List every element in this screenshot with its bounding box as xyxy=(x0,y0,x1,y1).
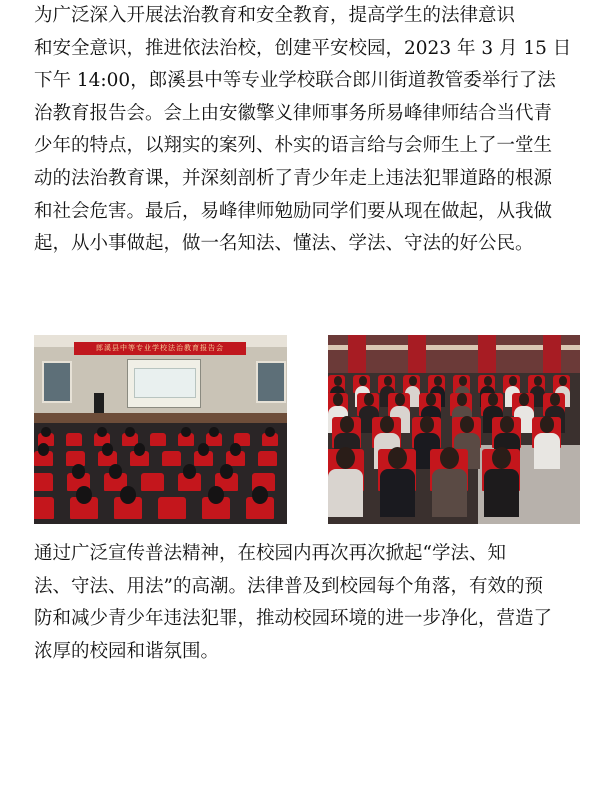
curtain xyxy=(348,335,366,373)
paragraph-line: 浓厚的校园和谐氛围。 xyxy=(34,640,220,662)
student-head xyxy=(230,443,241,455)
curtain xyxy=(478,335,496,373)
paragraph-line: 通过广泛宣传普法精神，在校园内再次再次掀起“学法、知 xyxy=(34,543,506,564)
hall-window xyxy=(42,361,72,403)
student-head xyxy=(559,376,567,386)
seat xyxy=(162,451,181,466)
article-paragraph-1 xyxy=(34,0,594,261)
student-head xyxy=(459,376,467,386)
student-head xyxy=(359,376,367,386)
paragraph-line: 下午 14:00，郎溪县中等专业学校联合郎川街道教管委举行了法 xyxy=(34,70,556,92)
student-head xyxy=(72,464,86,479)
student-head xyxy=(183,464,197,479)
student-head xyxy=(102,443,113,455)
student-head xyxy=(333,393,344,406)
student-body xyxy=(432,469,467,517)
student-head xyxy=(434,376,442,386)
student-head xyxy=(134,443,145,455)
seat xyxy=(150,433,166,446)
student-head xyxy=(220,464,234,479)
event-banner: 郎溪县中等专业学校法治教育报告会 xyxy=(74,342,246,355)
article-paragraph-2 xyxy=(34,538,594,668)
seat xyxy=(141,473,164,491)
student-head xyxy=(384,376,392,386)
paragraph-line: 动的法治教育课，并深刻剖析了青少年走上违法犯罪道路的根源 xyxy=(34,167,553,189)
paragraph-line: 为广泛深入开展法治教育和安全教育，提高学生的法律意识 xyxy=(34,5,516,26)
student-head xyxy=(336,447,355,469)
student-head xyxy=(198,443,209,455)
student-head xyxy=(409,376,417,386)
paragraph-line: 法、守法、用法”的高潮。法律普及到校园每个角落，有效的预 xyxy=(34,575,543,597)
student-head xyxy=(97,427,107,437)
seat xyxy=(34,473,53,491)
student-body xyxy=(328,469,363,517)
student-head xyxy=(388,447,407,469)
curtain xyxy=(408,335,426,373)
seat xyxy=(258,451,277,466)
student-body xyxy=(484,469,519,517)
student-head xyxy=(41,427,51,437)
student-head xyxy=(534,376,542,386)
seat xyxy=(66,433,82,446)
paragraph-line: 治教育报告会。会上由安徽擎义律师事务所易峰律师结合当代青 xyxy=(34,102,553,124)
seat xyxy=(34,497,54,519)
student-head xyxy=(109,464,123,479)
student-head xyxy=(457,393,468,406)
seat xyxy=(158,497,186,519)
paragraph-line: 起，从小事做起，做一名知法、懂法、学法、守法的好公民。 xyxy=(34,233,534,255)
student-head xyxy=(484,376,492,386)
audience-photo xyxy=(328,335,580,524)
paragraph-line: 和社会危害。最后，易峰律师勉励同学们要从现在做起，从我做 xyxy=(34,200,553,222)
student-head xyxy=(209,427,219,437)
student-head xyxy=(364,393,375,406)
student-head xyxy=(509,376,517,386)
paragraph-line: 和安全意识，推进依法治校，创建平安校园，2023 年 3 月 15 日 xyxy=(34,37,572,59)
student-head xyxy=(492,447,511,469)
student-head xyxy=(125,427,135,437)
student-head xyxy=(440,447,459,469)
student-body xyxy=(534,433,560,469)
projection-screen xyxy=(127,359,201,408)
lecture-hall-photo xyxy=(34,335,287,524)
student-head xyxy=(265,427,275,437)
student-head xyxy=(426,393,437,406)
paragraph-line: 防和减少青少年违法犯罪，推动校园环境的进一步净化，营造了 xyxy=(34,608,553,630)
student-body xyxy=(380,469,415,517)
student-head xyxy=(519,393,530,406)
student-head xyxy=(38,443,49,455)
paragraph-line: 少年的特点，以翔实的案列、朴实的语言给与会师生上了一堂生 xyxy=(34,135,553,157)
student-head xyxy=(550,393,561,406)
curtain xyxy=(543,335,561,373)
hall-window xyxy=(256,361,286,403)
student-head xyxy=(488,393,499,406)
student-head xyxy=(334,376,342,386)
student-head xyxy=(181,427,191,437)
student-head xyxy=(395,393,406,406)
